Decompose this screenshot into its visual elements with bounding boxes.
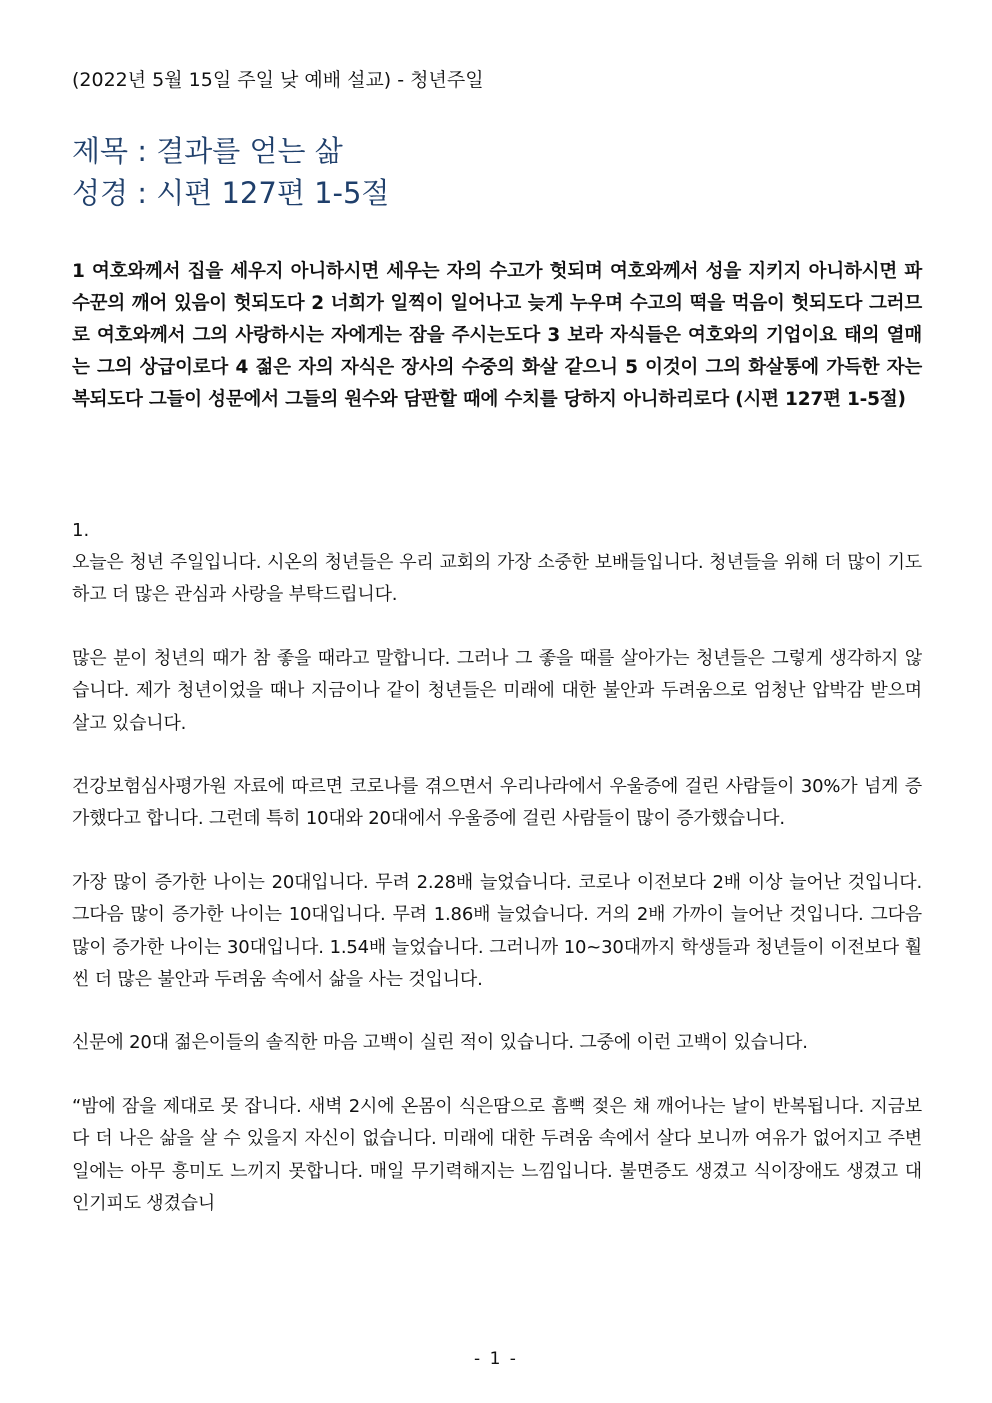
title-block bbox=[72, 130, 922, 214]
sermon-body bbox=[72, 515, 922, 1221]
scripture-text: 1 여호와께서 집을 세우지 아니하시면 세우는 자의 수고가 헛되며 여호와께서 성을 지키지 아니하시면 파수꾼의 깨어 있음이 헛되도다 2 너희가 일찍이 일어나고 늦게 누우며 수고의 떡을 먹음이 헛되도다 그러므로 여호와께서 그의 사랑하시는 자에게는 잠을 주시는도다 3 보라 자식들은 여호와의 기업이요 태의 열매는 그의 상급이로다 4 젊은 자의 자식은 장사의 수중의 화살 같으니 5 이것이 그의 화살통에 가득한 자는 복되도다 그들이 성문에서 그들의 원수와 담판할 때에 수치를 당하지 아니하리로다 (시편 127편 1-5절) bbox=[72, 261, 922, 410]
scripture-reference: 성경 : 시편 127편 1-5절 bbox=[72, 176, 390, 210]
paragraph: 건강보험심사평가원 자료에 따르면 코로나를 겪으면서 우리나라에서 우울증에 걸린 사람들이 30%가 넘게 증가했다고 합니다. 그런데 특히 10대와 20대에서 우울증에 걸린 사람들이 많이 증가했습니다. bbox=[72, 776, 922, 830]
section-number: 1. bbox=[72, 520, 90, 541]
sermon-title: 제목 : 결과를 얻는 삶 bbox=[72, 134, 343, 168]
paragraph: 오늘은 청년 주일입니다. 시온의 청년들은 우리 교회의 가장 소중한 보배들입니다. 청년들을 위해 더 많이 기도하고 더 많은 관심과 사랑을 부탁드립니다. bbox=[72, 552, 922, 606]
paragraph: “밤에 잠을 제대로 못 잡니다. 새벽 2시에 온몸이 식은땀으로 흠뻑 젖은 채 깨어나는 날이 반복됩니다. 지금보다 더 나은 삶을 살 수 있을지 자신이 없습니다. 미래에 대한 두려움 속에서 살다 보니까 여유가 없어지고 주변 일에는 아무 흥미도 느끼지 못합니다. 매일 무기력해지는 느낌입니다. 불면증도 생겼고 식이장애도 생겼고 대인기피도 생겼습니 bbox=[72, 1095, 922, 1215]
sermon-header: (2022년 5월 15일 주일 낮 예배 설교) - 청년주일 bbox=[72, 69, 484, 91]
paragraph: 가장 많이 증가한 나이는 20대입니다. 무려 2.28배 늘었습니다. 코로나 이전보다 2배 이상 늘어난 것입니다. 그다음 많이 증가한 나이는 10대입니다. 무려 1.86배 늘었습니다. 거의 2배 가까이 늘어난 것입니다. 그다음 많이 증가한 나이는 30대입니다. 1.54배 늘었습니다. 그러니까 10~30대까지 학생들과 청년들이 이전보다 훨씬 더 많은 불안과 두려움 속에서 삶을 사는 것입니다. bbox=[72, 871, 922, 991]
paragraph: 많은 분이 청년의 때가 참 좋을 때라고 말합니다. 그러나 그 좋을 때를 살아가는 청년들은 그렇게 생각하지 않습니다. 제가 청년이었을 때나 지금이나 같이 청년들은 미래에 대한 불안과 두려움으로 엄청난 압박감 받으며 살고 있습니다. bbox=[72, 647, 922, 734]
page-number: - 1 - bbox=[474, 1349, 518, 1369]
paragraph: 신문에 20대 젊은이들의 솔직한 마음 고백이 실린 적이 있습니다. 그중에 이런 고백이 있습니다. bbox=[72, 1032, 808, 1054]
